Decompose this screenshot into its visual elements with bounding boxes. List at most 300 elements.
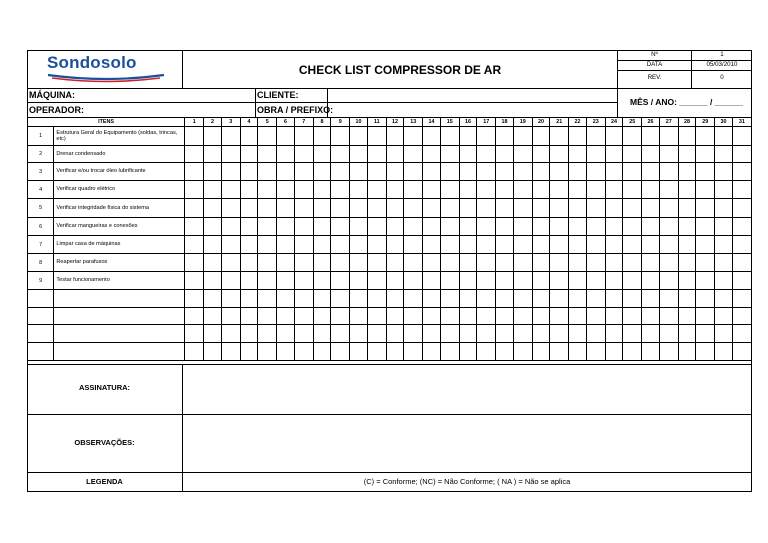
check-cell[interactable] <box>623 127 642 146</box>
check-cell[interactable] <box>678 308 695 325</box>
check-cell[interactable] <box>367 254 386 272</box>
check-cell[interactable] <box>440 218 459 236</box>
check-cell[interactable] <box>277 199 294 218</box>
check-cell[interactable] <box>586 218 605 236</box>
check-cell[interactable] <box>659 181 678 199</box>
check-cell[interactable] <box>659 272 678 290</box>
check-cell[interactable] <box>496 146 513 163</box>
check-cell[interactable] <box>550 218 569 236</box>
check-cell[interactable] <box>185 343 204 361</box>
check-cell[interactable] <box>569 181 586 199</box>
check-cell[interactable] <box>642 236 659 254</box>
check-cell[interactable] <box>605 236 622 254</box>
check-cell[interactable] <box>204 343 221 361</box>
check-cell[interactable] <box>569 272 586 290</box>
observations-area[interactable] <box>183 415 751 472</box>
check-cell[interactable] <box>569 254 586 272</box>
check-cell[interactable] <box>185 218 204 236</box>
check-cell[interactable] <box>404 254 423 272</box>
check-cell[interactable] <box>550 290 569 308</box>
check-cell[interactable] <box>221 181 240 199</box>
check-cell[interactable] <box>331 146 350 163</box>
check-cell[interactable] <box>367 308 386 325</box>
check-cell[interactable] <box>732 163 751 181</box>
check-cell[interactable] <box>732 218 751 236</box>
check-cell[interactable] <box>350 181 367 199</box>
check-cell[interactable] <box>550 127 569 146</box>
check-cell[interactable] <box>185 254 204 272</box>
check-cell[interactable] <box>331 236 350 254</box>
check-cell[interactable] <box>532 236 549 254</box>
check-cell[interactable] <box>221 343 240 361</box>
check-cell[interactable] <box>204 181 221 199</box>
check-cell[interactable] <box>715 343 732 361</box>
check-cell[interactable] <box>642 181 659 199</box>
check-cell[interactable] <box>440 127 459 146</box>
check-cell[interactable] <box>258 308 277 325</box>
check-cell[interactable] <box>496 218 513 236</box>
check-cell[interactable] <box>240 290 257 308</box>
check-cell[interactable] <box>277 325 294 343</box>
check-cell[interactable] <box>659 325 678 343</box>
check-cell[interactable] <box>532 181 549 199</box>
check-cell[interactable] <box>569 218 586 236</box>
check-cell[interactable] <box>404 163 423 181</box>
check-cell[interactable] <box>404 272 423 290</box>
check-cell[interactable] <box>294 343 313 361</box>
check-cell[interactable] <box>204 308 221 325</box>
check-cell[interactable] <box>258 199 277 218</box>
check-cell[interactable] <box>240 163 257 181</box>
check-cell[interactable] <box>696 254 715 272</box>
check-cell[interactable] <box>440 163 459 181</box>
check-cell[interactable] <box>221 127 240 146</box>
check-cell[interactable] <box>386 218 403 236</box>
check-cell[interactable] <box>277 163 294 181</box>
check-cell[interactable] <box>513 290 532 308</box>
check-cell[interactable] <box>404 290 423 308</box>
check-cell[interactable] <box>404 343 423 361</box>
check-cell[interactable] <box>659 127 678 146</box>
check-cell[interactable] <box>477 290 496 308</box>
check-cell[interactable] <box>696 163 715 181</box>
check-cell[interactable] <box>696 272 715 290</box>
check-cell[interactable] <box>313 343 330 361</box>
check-cell[interactable] <box>258 236 277 254</box>
check-cell[interactable] <box>586 163 605 181</box>
check-cell[interactable] <box>623 181 642 199</box>
check-cell[interactable] <box>715 218 732 236</box>
check-cell[interactable] <box>367 290 386 308</box>
check-cell[interactable] <box>440 181 459 199</box>
check-cell[interactable] <box>496 272 513 290</box>
check-cell[interactable] <box>185 127 204 146</box>
check-cell[interactable] <box>513 272 532 290</box>
check-cell[interactable] <box>258 146 277 163</box>
check-cell[interactable] <box>732 127 751 146</box>
check-cell[interactable] <box>513 308 532 325</box>
check-cell[interactable] <box>277 146 294 163</box>
check-cell[interactable] <box>642 127 659 146</box>
check-cell[interactable] <box>732 199 751 218</box>
check-cell[interactable] <box>659 308 678 325</box>
check-cell[interactable] <box>423 343 440 361</box>
check-cell[interactable] <box>459 181 476 199</box>
check-cell[interactable] <box>496 127 513 146</box>
check-cell[interactable] <box>513 254 532 272</box>
check-cell[interactable] <box>550 163 569 181</box>
check-cell[interactable] <box>459 290 476 308</box>
check-cell[interactable] <box>294 308 313 325</box>
check-cell[interactable] <box>386 146 403 163</box>
check-cell[interactable] <box>532 290 549 308</box>
check-cell[interactable] <box>513 343 532 361</box>
check-cell[interactable] <box>715 199 732 218</box>
check-cell[interactable] <box>732 146 751 163</box>
check-cell[interactable] <box>404 325 423 343</box>
check-cell[interactable] <box>715 272 732 290</box>
check-cell[interactable] <box>331 199 350 218</box>
check-cell[interactable] <box>532 308 549 325</box>
check-cell[interactable] <box>331 127 350 146</box>
check-cell[interactable] <box>258 343 277 361</box>
check-cell[interactable] <box>331 254 350 272</box>
check-cell[interactable] <box>221 254 240 272</box>
check-cell[interactable] <box>605 163 622 181</box>
check-cell[interactable] <box>623 199 642 218</box>
check-cell[interactable] <box>513 236 532 254</box>
check-cell[interactable] <box>513 325 532 343</box>
check-cell[interactable] <box>313 146 330 163</box>
check-cell[interactable] <box>732 272 751 290</box>
check-cell[interactable] <box>477 343 496 361</box>
check-cell[interactable] <box>477 236 496 254</box>
check-cell[interactable] <box>423 308 440 325</box>
check-cell[interactable] <box>696 218 715 236</box>
check-cell[interactable] <box>659 343 678 361</box>
check-cell[interactable] <box>240 254 257 272</box>
check-cell[interactable] <box>185 325 204 343</box>
check-cell[interactable] <box>477 308 496 325</box>
check-cell[interactable] <box>586 272 605 290</box>
check-cell[interactable] <box>623 254 642 272</box>
check-cell[interactable] <box>586 308 605 325</box>
check-cell[interactable] <box>550 308 569 325</box>
check-cell[interactable] <box>313 308 330 325</box>
check-cell[interactable] <box>350 127 367 146</box>
check-cell[interactable] <box>367 236 386 254</box>
check-cell[interactable] <box>350 254 367 272</box>
check-cell[interactable] <box>423 127 440 146</box>
check-cell[interactable] <box>440 308 459 325</box>
check-cell[interactable] <box>696 146 715 163</box>
check-cell[interactable] <box>221 236 240 254</box>
check-cell[interactable] <box>294 236 313 254</box>
check-cell[interactable] <box>678 181 695 199</box>
check-cell[interactable] <box>642 290 659 308</box>
check-cell[interactable] <box>513 127 532 146</box>
check-cell[interactable] <box>331 343 350 361</box>
check-cell[interactable] <box>678 236 695 254</box>
check-cell[interactable] <box>367 218 386 236</box>
check-cell[interactable] <box>586 146 605 163</box>
check-cell[interactable] <box>678 146 695 163</box>
check-cell[interactable] <box>313 325 330 343</box>
check-cell[interactable] <box>732 325 751 343</box>
check-cell[interactable] <box>605 308 622 325</box>
check-cell[interactable] <box>732 236 751 254</box>
check-cell[interactable] <box>277 343 294 361</box>
check-cell[interactable] <box>496 181 513 199</box>
check-cell[interactable] <box>313 163 330 181</box>
check-cell[interactable] <box>659 199 678 218</box>
check-cell[interactable] <box>185 272 204 290</box>
check-cell[interactable] <box>623 272 642 290</box>
check-cell[interactable] <box>258 254 277 272</box>
check-cell[interactable] <box>659 146 678 163</box>
check-cell[interactable] <box>569 343 586 361</box>
check-cell[interactable] <box>313 218 330 236</box>
check-cell[interactable] <box>221 199 240 218</box>
check-cell[interactable] <box>240 127 257 146</box>
check-cell[interactable] <box>423 181 440 199</box>
check-cell[interactable] <box>496 236 513 254</box>
check-cell[interactable] <box>569 127 586 146</box>
check-cell[interactable] <box>440 325 459 343</box>
check-cell[interactable] <box>277 272 294 290</box>
check-cell[interactable] <box>623 218 642 236</box>
check-cell[interactable] <box>513 181 532 199</box>
check-cell[interactable] <box>569 199 586 218</box>
check-cell[interactable] <box>240 218 257 236</box>
check-cell[interactable] <box>659 290 678 308</box>
check-cell[interactable] <box>367 199 386 218</box>
check-cell[interactable] <box>696 308 715 325</box>
check-cell[interactable] <box>678 272 695 290</box>
check-cell[interactable] <box>350 146 367 163</box>
check-cell[interactable] <box>221 218 240 236</box>
check-cell[interactable] <box>240 146 257 163</box>
check-cell[interactable] <box>277 218 294 236</box>
check-cell[interactable] <box>605 181 622 199</box>
check-cell[interactable] <box>221 146 240 163</box>
check-cell[interactable] <box>294 325 313 343</box>
check-cell[interactable] <box>642 272 659 290</box>
check-cell[interactable] <box>404 236 423 254</box>
check-cell[interactable] <box>550 146 569 163</box>
check-cell[interactable] <box>277 236 294 254</box>
check-cell[interactable] <box>386 308 403 325</box>
check-cell[interactable] <box>350 218 367 236</box>
check-cell[interactable] <box>221 308 240 325</box>
check-cell[interactable] <box>204 290 221 308</box>
check-cell[interactable] <box>532 218 549 236</box>
check-cell[interactable] <box>732 343 751 361</box>
check-cell[interactable] <box>367 181 386 199</box>
check-cell[interactable] <box>404 218 423 236</box>
check-cell[interactable] <box>623 343 642 361</box>
check-cell[interactable] <box>221 272 240 290</box>
check-cell[interactable] <box>550 325 569 343</box>
check-cell[interactable] <box>423 218 440 236</box>
check-cell[interactable] <box>678 163 695 181</box>
check-cell[interactable] <box>204 163 221 181</box>
check-cell[interactable] <box>569 163 586 181</box>
check-cell[interactable] <box>659 236 678 254</box>
check-cell[interactable] <box>459 127 476 146</box>
check-cell[interactable] <box>513 199 532 218</box>
check-cell[interactable] <box>569 290 586 308</box>
check-cell[interactable] <box>367 127 386 146</box>
check-cell[interactable] <box>204 127 221 146</box>
check-cell[interactable] <box>240 181 257 199</box>
check-cell[interactable] <box>569 146 586 163</box>
check-cell[interactable] <box>277 308 294 325</box>
check-cell[interactable] <box>532 146 549 163</box>
check-cell[interactable] <box>550 343 569 361</box>
check-cell[interactable] <box>350 272 367 290</box>
check-cell[interactable] <box>642 199 659 218</box>
check-cell[interactable] <box>404 308 423 325</box>
check-cell[interactable] <box>277 290 294 308</box>
check-cell[interactable] <box>277 181 294 199</box>
check-cell[interactable] <box>294 163 313 181</box>
check-cell[interactable] <box>586 343 605 361</box>
check-cell[interactable] <box>258 163 277 181</box>
check-cell[interactable] <box>440 254 459 272</box>
check-cell[interactable] <box>350 236 367 254</box>
check-cell[interactable] <box>258 272 277 290</box>
check-cell[interactable] <box>623 325 642 343</box>
check-cell[interactable] <box>204 218 221 236</box>
check-cell[interactable] <box>313 272 330 290</box>
check-cell[interactable] <box>569 325 586 343</box>
check-cell[interactable] <box>204 199 221 218</box>
check-cell[interactable] <box>642 146 659 163</box>
check-cell[interactable] <box>678 199 695 218</box>
check-cell[interactable] <box>386 343 403 361</box>
check-cell[interactable] <box>696 236 715 254</box>
check-cell[interactable] <box>586 181 605 199</box>
check-cell[interactable] <box>313 181 330 199</box>
check-cell[interactable] <box>477 127 496 146</box>
check-cell[interactable] <box>532 343 549 361</box>
check-cell[interactable] <box>185 308 204 325</box>
check-cell[interactable] <box>550 181 569 199</box>
check-cell[interactable] <box>532 163 549 181</box>
check-cell[interactable] <box>423 272 440 290</box>
check-cell[interactable] <box>459 325 476 343</box>
check-cell[interactable] <box>477 181 496 199</box>
check-cell[interactable] <box>732 290 751 308</box>
signature-area[interactable] <box>183 365 751 414</box>
check-cell[interactable] <box>605 290 622 308</box>
check-cell[interactable] <box>294 181 313 199</box>
check-cell[interactable] <box>440 272 459 290</box>
check-cell[interactable] <box>331 181 350 199</box>
check-cell[interactable] <box>331 163 350 181</box>
check-cell[interactable] <box>586 254 605 272</box>
check-cell[interactable] <box>477 199 496 218</box>
check-cell[interactable] <box>258 325 277 343</box>
check-cell[interactable] <box>642 308 659 325</box>
check-cell[interactable] <box>258 181 277 199</box>
check-cell[interactable] <box>440 199 459 218</box>
check-cell[interactable] <box>423 325 440 343</box>
check-cell[interactable] <box>294 146 313 163</box>
check-cell[interactable] <box>459 308 476 325</box>
check-cell[interactable] <box>532 127 549 146</box>
check-cell[interactable] <box>331 272 350 290</box>
check-cell[interactable] <box>496 308 513 325</box>
check-cell[interactable] <box>204 236 221 254</box>
check-cell[interactable] <box>313 236 330 254</box>
check-cell[interactable] <box>313 290 330 308</box>
check-cell[interactable] <box>240 308 257 325</box>
check-cell[interactable] <box>496 343 513 361</box>
check-cell[interactable] <box>623 146 642 163</box>
check-cell[interactable] <box>477 218 496 236</box>
check-cell[interactable] <box>386 272 403 290</box>
check-cell[interactable] <box>240 236 257 254</box>
check-cell[interactable] <box>367 163 386 181</box>
check-cell[interactable] <box>605 325 622 343</box>
check-cell[interactable] <box>550 199 569 218</box>
check-cell[interactable] <box>715 146 732 163</box>
check-cell[interactable] <box>678 127 695 146</box>
check-cell[interactable] <box>350 343 367 361</box>
check-cell[interactable] <box>367 343 386 361</box>
check-cell[interactable] <box>294 127 313 146</box>
check-cell[interactable] <box>496 325 513 343</box>
check-cell[interactable] <box>732 181 751 199</box>
check-cell[interactable] <box>423 290 440 308</box>
check-cell[interactable] <box>221 325 240 343</box>
check-cell[interactable] <box>313 199 330 218</box>
check-cell[interactable] <box>386 236 403 254</box>
check-cell[interactable] <box>678 290 695 308</box>
check-cell[interactable] <box>696 127 715 146</box>
check-cell[interactable] <box>331 325 350 343</box>
check-cell[interactable] <box>221 163 240 181</box>
check-cell[interactable] <box>532 325 549 343</box>
check-cell[interactable] <box>258 218 277 236</box>
check-cell[interactable] <box>459 163 476 181</box>
check-cell[interactable] <box>513 146 532 163</box>
check-cell[interactable] <box>277 127 294 146</box>
check-cell[interactable] <box>586 325 605 343</box>
check-cell[interactable] <box>678 343 695 361</box>
check-cell[interactable] <box>350 325 367 343</box>
check-cell[interactable] <box>440 343 459 361</box>
check-cell[interactable] <box>350 290 367 308</box>
check-cell[interactable] <box>477 325 496 343</box>
check-cell[interactable] <box>605 254 622 272</box>
check-cell[interactable] <box>696 343 715 361</box>
check-cell[interactable] <box>386 254 403 272</box>
check-cell[interactable] <box>496 199 513 218</box>
check-cell[interactable] <box>477 146 496 163</box>
check-cell[interactable] <box>605 146 622 163</box>
check-cell[interactable] <box>678 218 695 236</box>
check-cell[interactable] <box>605 199 622 218</box>
check-cell[interactable] <box>496 163 513 181</box>
check-cell[interactable] <box>642 254 659 272</box>
check-cell[interactable] <box>294 272 313 290</box>
check-cell[interactable] <box>659 254 678 272</box>
check-cell[interactable] <box>550 272 569 290</box>
check-cell[interactable] <box>715 308 732 325</box>
